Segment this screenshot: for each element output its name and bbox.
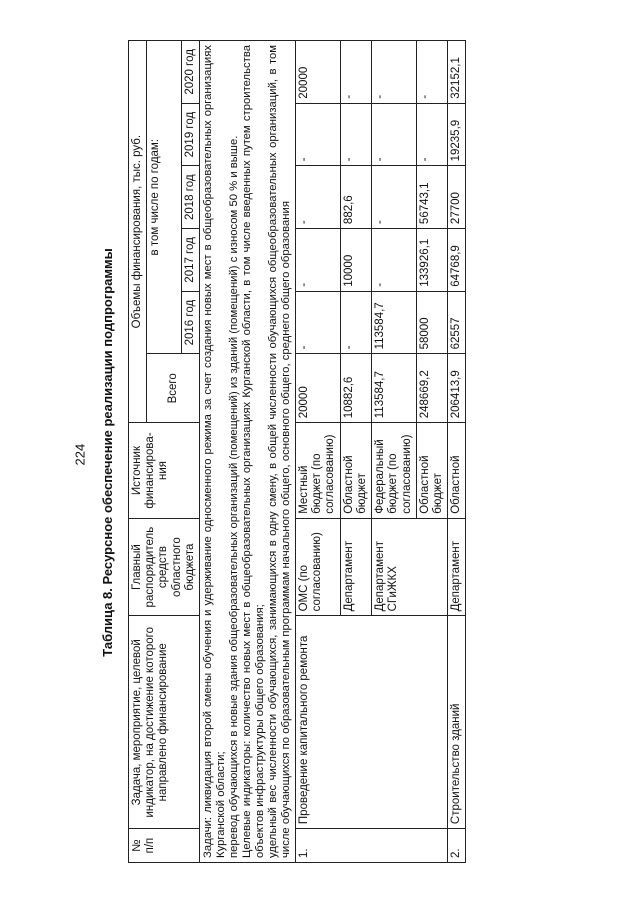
header-by-years: в том числе по годам: <box>147 41 182 354</box>
header-source: Источник финансирова-ния <box>129 423 200 519</box>
row-2016: 62557 <box>448 291 466 354</box>
row-2016: - <box>340 291 371 354</box>
row-total: 20000 <box>295 354 340 423</box>
row-2019: - <box>295 103 340 166</box>
row-total: 113584,7 <box>372 354 417 423</box>
row-manager: Департамент <box>340 518 371 616</box>
row-total: 248669,2 <box>416 354 447 423</box>
row-manager: ОМС (по согласованию) <box>295 518 340 616</box>
row-2016: - <box>295 291 340 354</box>
indicators-paragraph: удельный вес численности обучающихся, занимающихся в одну смену, в общей численности обучающихся общеобразовательных организаций, в том числе обучающихся по образовательным программам начального общего, основного общего, среднего общего образования <box>267 45 292 858</box>
tasks-paragraph: Задачи: ликвидация второй смены обучения и удерживание односменного режима за счет создания новых мест в общеобразовательных организациях Курганской области; <box>202 45 228 858</box>
header-year-2020: 2020 год <box>181 41 199 104</box>
resource-table <box>128 40 466 863</box>
row-manager: Департамент <box>448 518 466 616</box>
row-source: Федеральный бюджет (по согласованию) <box>372 423 417 519</box>
row-total: 10882,6 <box>340 354 371 423</box>
header-volumes: Объемы финансирования, тыс. руб. <box>129 41 147 423</box>
row-2017: - <box>372 229 417 292</box>
row-source: Областной бюджет <box>416 423 447 519</box>
row-2017: 10000 <box>340 229 371 292</box>
row-manager: Департамент СГиЖКХ <box>372 518 448 616</box>
row-2020: - <box>340 41 371 104</box>
row-2019: - <box>372 103 417 166</box>
header-num: № п/п <box>129 829 200 863</box>
row-2018: 882,6 <box>340 166 371 229</box>
row-source: Местный бюджет (по согласованию) <box>295 423 340 519</box>
row-num: 2. <box>448 829 466 863</box>
row-source: Областной <box>448 423 466 519</box>
tasks-row <box>200 41 296 863</box>
header-year-2017: 2017 год <box>181 229 199 292</box>
row-2016: 113584,7 <box>372 291 417 354</box>
header-year-2016: 2016 год <box>181 291 199 354</box>
header-year-2018: 2018 год <box>181 166 199 229</box>
table-row <box>448 41 466 863</box>
page-number: 224 <box>72 443 88 466</box>
header-row-1 <box>129 41 147 863</box>
row-2018: - <box>295 166 340 229</box>
row-task: Строительство зданий <box>448 616 466 829</box>
row-2020: 20000 <box>295 41 340 104</box>
indicators-paragraph: Целевые индикаторы: количество новых мест в общеобразовательных организациях Курганской области, в том числе введенных путем строительства объектов инфраструктуры общего образования; <box>241 45 267 858</box>
row-2018: 56743,1 <box>416 166 447 229</box>
row-total: 206413,9 <box>448 354 466 423</box>
table-row <box>295 41 340 863</box>
row-2019: 19235,9 <box>448 103 466 166</box>
header-task: Задача, мероприятие, целевой индикатор, на достижение которого направлено финансирование <box>129 616 200 829</box>
row-2019: - <box>340 103 371 166</box>
row-num: 1. <box>295 829 447 863</box>
row-2017: 64768,9 <box>448 229 466 292</box>
row-source: Областной бюджет <box>340 423 371 519</box>
row-2016: 58000 <box>416 291 447 354</box>
tasks-paragraph: перевод обучающихся в новые здания общеобразовательных организаций (помещений) из зданий (помещений) с износом 50 % и выше. <box>228 135 241 858</box>
row-2020: - <box>372 41 417 104</box>
row-task: Проведение капитального ремонта <box>295 616 447 829</box>
row-2018: - <box>372 166 417 229</box>
table-title: Таблица 8. Ресурсное обеспечение реализации подпрограммы <box>100 248 115 657</box>
row-2019: - <box>416 103 447 166</box>
tasks-description <box>200 41 296 863</box>
header-total: Всего <box>147 354 200 423</box>
row-2017: 133926,1 <box>416 229 447 292</box>
row-2020: - <box>416 41 447 104</box>
header-manager: Главный распорядитель средств областного бюджета <box>129 518 200 616</box>
row-2018: 27700 <box>448 166 466 229</box>
row-2020: 32152,1 <box>448 41 466 104</box>
row-2017: - <box>295 229 340 292</box>
header-year-2019: 2019 год <box>181 103 199 166</box>
